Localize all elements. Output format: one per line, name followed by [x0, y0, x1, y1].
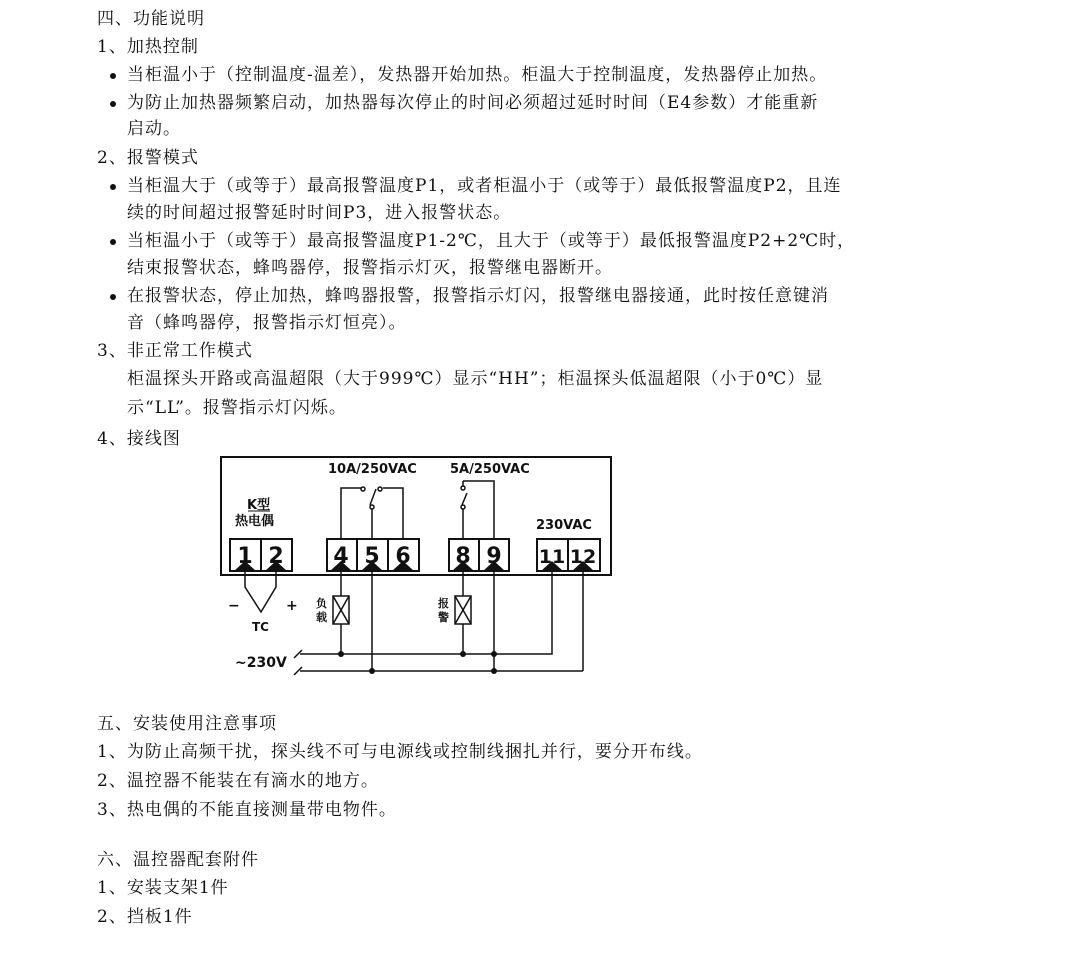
- section5-item1: 1、为防止高频干扰，探头线不可与电源线或控制线捆扎并行，要分开布线。: [97, 742, 703, 762]
- bullet-dot: [110, 294, 116, 300]
- terminal-9: 9: [486, 544, 502, 569]
- alarm-label-1: 报: [438, 597, 449, 610]
- alarm-bullet2-line2: 结束报警状态，蜂鸣器停，报警指示灯灭，报警继电器断开。: [127, 258, 613, 278]
- section6-item1: 1、安装支架1件: [97, 878, 229, 898]
- relay1-switch-icon: [341, 487, 403, 539]
- terminal-2: 2: [268, 544, 284, 569]
- abnormal-heading: 3、非正常工作模式: [97, 341, 253, 361]
- heating-bullet2-line1: 为防止加热器频繁启动，加热器每次停止的时间必须超过延时时间（E4参数）才能重新: [127, 93, 819, 113]
- terminal-5: 5: [364, 544, 380, 569]
- terminal-1: 1: [237, 544, 253, 569]
- sensor-label-line2: 热电偶: [235, 514, 275, 529]
- plus-sign: +: [286, 598, 298, 614]
- terminal-8: 8: [455, 544, 471, 569]
- alarm-heading: 2、报警模式: [97, 148, 199, 168]
- bullet-dot: [110, 184, 116, 190]
- sensor-label-line1: K型: [247, 498, 271, 513]
- alarm-bullet3-line2: 音（蜂鸣器停，报警指示灯恒亮）。: [127, 313, 407, 333]
- heating-heading: 1、加热控制: [97, 37, 199, 57]
- abnormal-line2: 示“LL”。报警指示灯闪烁。: [127, 398, 347, 418]
- load-label-2: 载: [316, 611, 327, 624]
- thermocouple-wire: [245, 571, 276, 612]
- bullet-dot: [110, 239, 116, 245]
- abnormal-line1: 柜温探头开路或高温超限（大于999℃）显示“HH”；柜温探头低温超限（小于0℃）显: [127, 369, 824, 389]
- relay2-rating: 5A/250VAC: [450, 462, 530, 477]
- load-label-1: 负: [316, 597, 327, 610]
- alarm-bullet3-line1: 在报警状态，停止加热，蜂鸣器报警，报警指示灯闪，报警继电器接通，此时按任意键消: [127, 286, 829, 306]
- alarm-bullet1-line2: 续的时间超过报警延时时间P3，进入报警状态。: [127, 203, 512, 223]
- section6-title: 六、温控器配套附件: [97, 850, 259, 870]
- bullet-dot: [110, 73, 116, 79]
- terminal-4: 4: [333, 544, 349, 569]
- supply-label: ~230V: [235, 655, 287, 671]
- relay1-rating: 10A/250VAC: [328, 462, 417, 477]
- minus-sign: −: [228, 598, 240, 614]
- tc-label: TC: [252, 620, 269, 634]
- power-rating: 230VAC: [536, 518, 592, 533]
- section5-item2: 2、温控器不能装在有滴水的地方。: [97, 771, 379, 791]
- section5-item3: 3、热电偶的不能直接测量带电物件。: [97, 800, 397, 820]
- alarm-label-2: 警: [438, 611, 449, 624]
- bullet-dot: [110, 101, 116, 107]
- section5-title: 五、安装使用注意事项: [97, 714, 277, 734]
- heating-bullet2-line2: 启动。: [127, 119, 181, 139]
- alarm-bullet1-line1: 当柜温大于（或等于）最高报警温度P1，或者柜温小于（或等于）最低报警温度P2，且连: [127, 176, 842, 196]
- wiring-heading: 4、接线图: [97, 429, 181, 449]
- heating-bullet1: 当柜温小于（控制温度-温差），发热器开始加热。柜温大于控制温度，发热器停止加热。: [127, 65, 828, 85]
- terminal-6: 6: [395, 544, 411, 569]
- terminal-11: 11: [538, 546, 566, 568]
- alarm-bullet2-line1: 当柜温小于（或等于）最高报警温度P1-2℃，且大于（或等于）最低报警温度P2+2℃时，: [127, 231, 856, 251]
- terminal-12: 12: [569, 546, 597, 568]
- section4-title: 四、功能说明: [97, 9, 205, 29]
- wiring-diagram: [220, 455, 620, 677]
- relay2-switch-icon: [461, 481, 494, 539]
- section6-item2: 2、挡板1件: [97, 907, 193, 927]
